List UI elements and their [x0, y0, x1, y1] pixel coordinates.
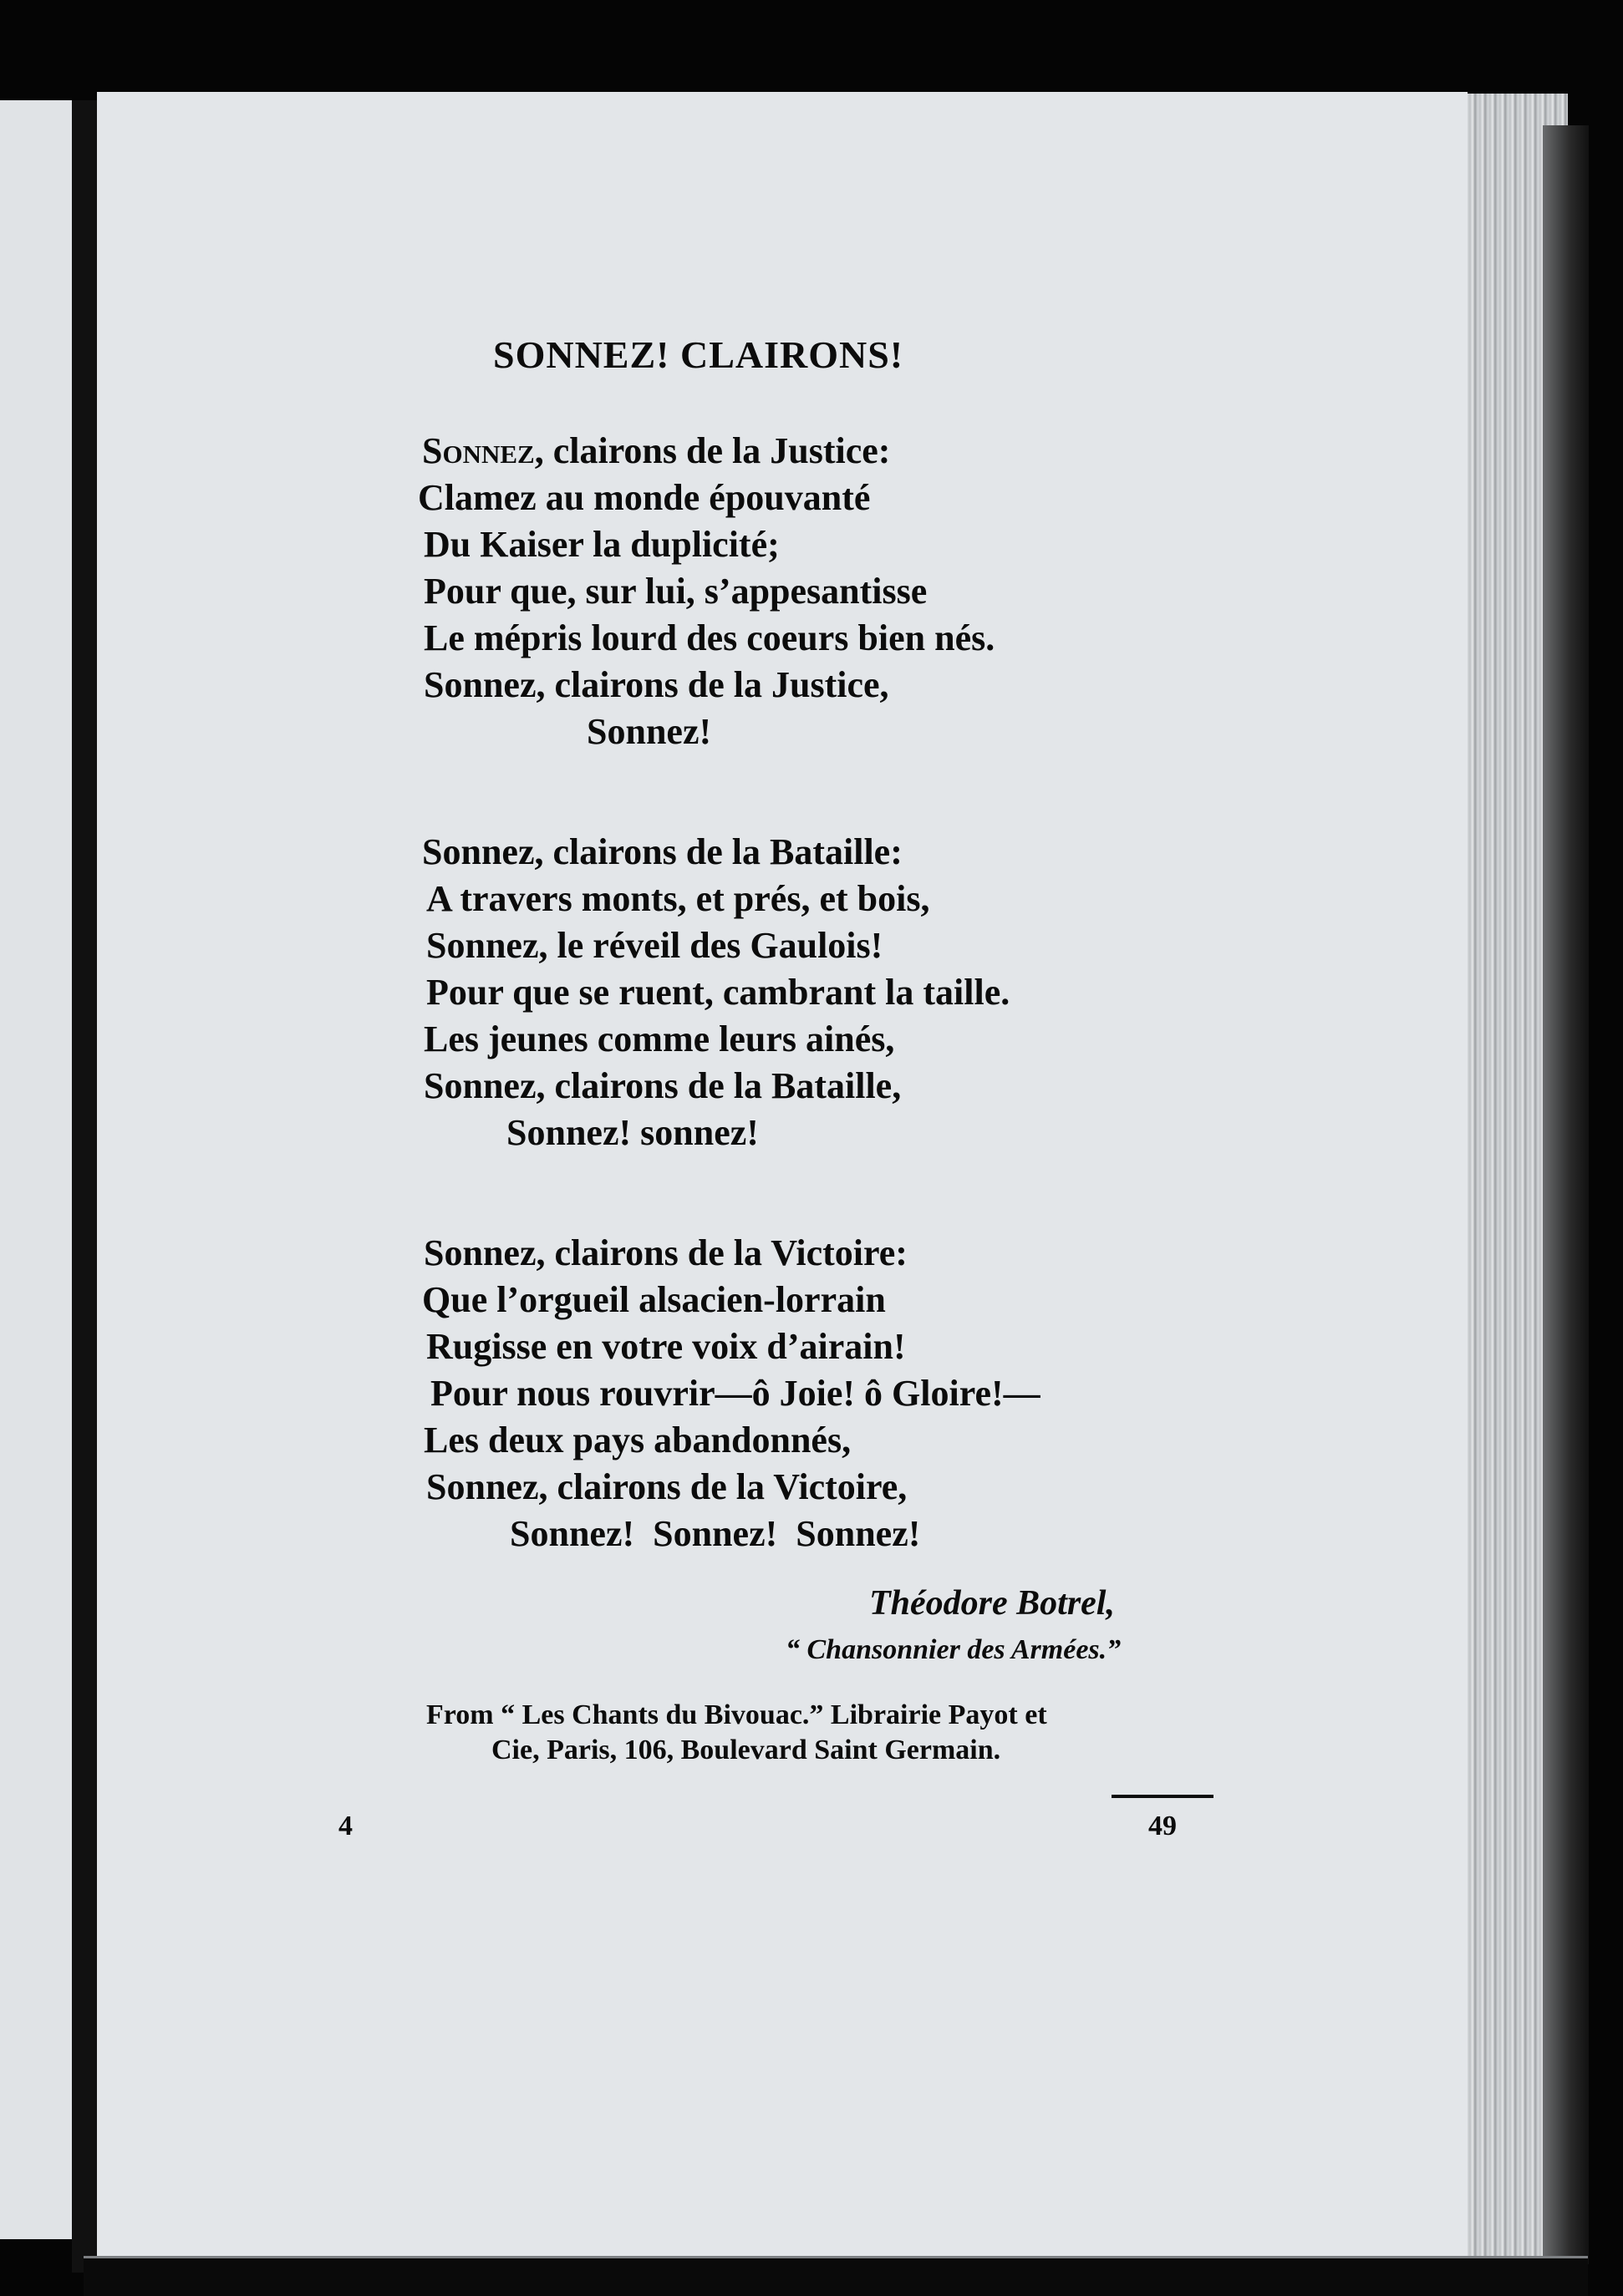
poem-line: Sonnez, le réveil des Gaulois! — [426, 925, 883, 966]
poem-line: Pour nous rouvrir—ô Joie! ô Gloire!— — [430, 1373, 1040, 1414]
poem-line: Pour que se ruent, cambrant la taille. — [426, 972, 1010, 1013]
poem-line: Sonnez, clairons de la Justice, — [424, 664, 889, 705]
poem-line: Pour que, sur lui, s’appesantisse — [424, 571, 928, 612]
author-role: “ Chansonnier des Armées.” — [786, 1634, 1122, 1665]
poem-line-rest: , clairons de la Justice: — [534, 430, 891, 471]
poem-line: Que l’orgueil alsacien-lorrain — [422, 1279, 886, 1320]
signature-mark: 4 — [338, 1811, 353, 1841]
poem-line: Sonnez, clairons de la Victoire, — [426, 1466, 908, 1507]
footer-rule — [1112, 1795, 1213, 1798]
poem-line: Le mépris lourd des coeurs bien nés. — [424, 617, 995, 658]
poem-line: A travers monts, et prés, et bois, — [426, 878, 930, 919]
poem-line: Sonnez, clairons de la Bataille: — [422, 831, 903, 872]
poem-line: Les jeunes comme leurs ainés, — [424, 1018, 895, 1059]
poem-line: Sonnez, clairons de la Bataille, — [424, 1065, 902, 1106]
poem-line: Clamez au monde épouvanté — [418, 477, 871, 518]
poem-line: Sonnez! Sonnez! Sonnez! — [510, 1513, 921, 1554]
poem-line: Sonnez! sonnez! — [506, 1112, 759, 1153]
poem-line-first-word: Sonnez — [422, 430, 535, 471]
poem-line: Du Kaiser la duplicité; — [424, 524, 780, 565]
source-note-line-2: Cie, Paris, 106, Boulevard Saint Germain. — [491, 1735, 1001, 1765]
author-name: Théodore Botrel, — [869, 1584, 1115, 1623]
poem-title: SONNEZ! CLAIRONS! — [493, 333, 904, 376]
poem-line — [422, 430, 891, 471]
poem-line: Sonnez, clairons de la Victoire: — [424, 1232, 908, 1273]
poem-line: Rugisse en votre voix d’airain! — [426, 1326, 906, 1367]
source-note-line-1: From “ Les Chants du Bivouac.” Librairie Payot et — [426, 1699, 1047, 1730]
poem-line: Sonnez! — [587, 711, 712, 752]
page-number: 49 — [1148, 1811, 1177, 1841]
poem-line: Les deux pays abandonnés, — [424, 1420, 852, 1460]
